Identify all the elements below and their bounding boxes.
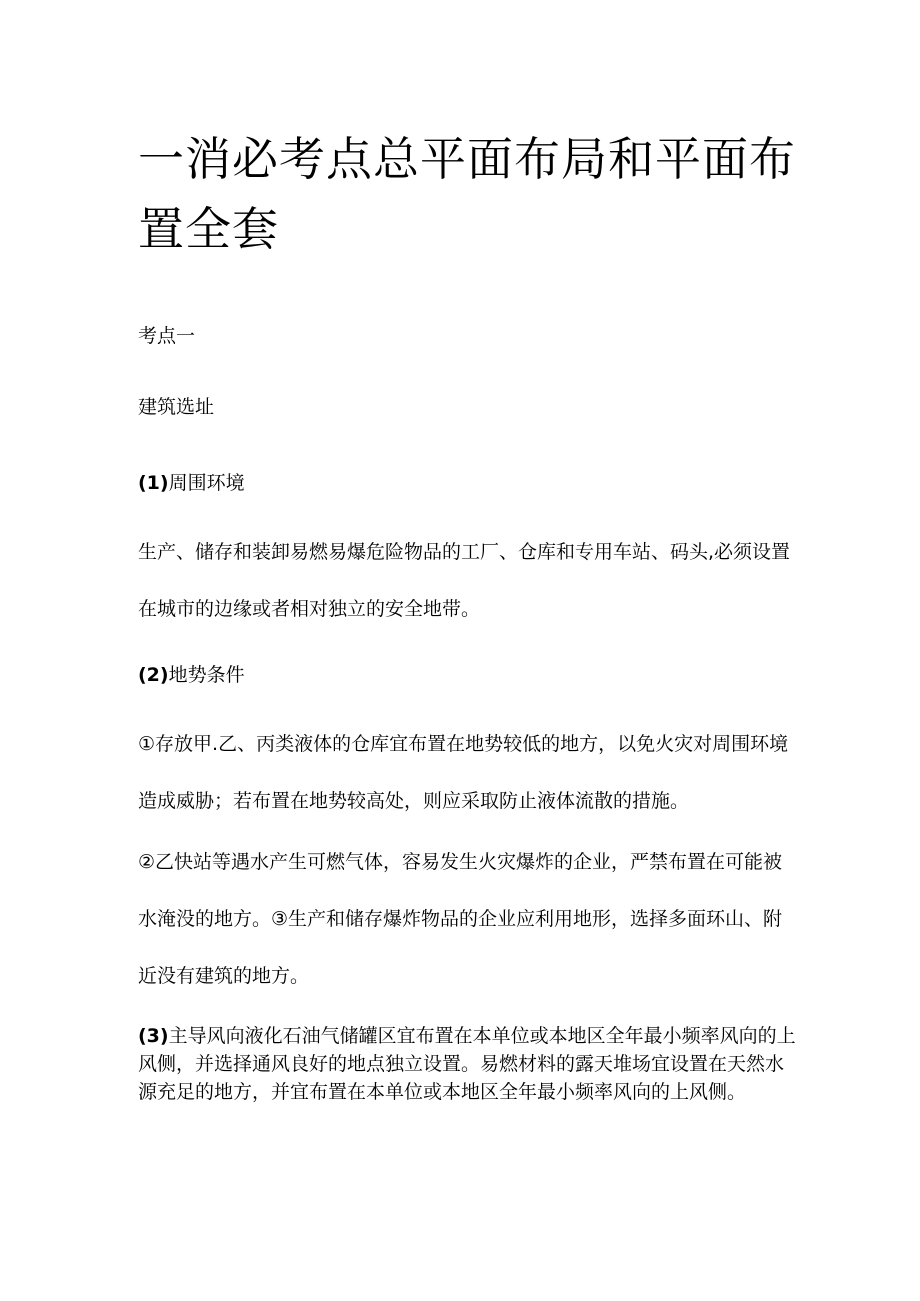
item-3-heading: 主导风向 (168, 1025, 245, 1047)
item-2-heading-line (138, 662, 798, 688)
item-1-heading: 周围环境 (168, 472, 245, 494)
item-3-number: (3) (138, 1025, 169, 1047)
item-3-body: 液化石油气储罐区宜布置在本单位或本地区全年最小频率风向的上风侧，并选择通风良好的地点独立设置。易燃材料的露天堆场宜设置在天然水源充足的地方，并宜布置在本单位或本地区全年最小频率风向的上风侧。 (138, 1025, 796, 1103)
item-2-heading: 地势条件 (168, 664, 245, 686)
item-1-heading-line (138, 470, 798, 496)
section-heading: 考点一 (138, 325, 196, 347)
item-2-number: (2) (138, 664, 169, 686)
item-1-body: 生产、储存和装卸易燃易爆危险物品的工厂、仓库和专用车站、码头,必须设置在城市的边缘或者相对独立的安全地带。 (138, 541, 791, 620)
subsection-heading: 建筑选址 (138, 396, 215, 418)
item-2-body-1: ①存放甲.乙、丙类液体的仓库宜布置在地势较低的地方，以免火灾对周围环境造成威胁；若布置在地势较高处，则应采取防止液体流散的措施。 (138, 733, 789, 812)
document-title: 一消必考点总平面布局和平面布置全套 (138, 132, 796, 256)
item-3-paragraph (138, 1022, 798, 1106)
item-1-number: (1) (138, 472, 169, 494)
item-2-body-2: ②乙快站等遇水产生可燃气体，容易发生火灾爆炸的企业，严禁布置在可能被水淹没的地方。③生产和储存爆炸物品的企业应利用地形，选择多面环山、附近没有建筑的地方。 (138, 851, 783, 987)
